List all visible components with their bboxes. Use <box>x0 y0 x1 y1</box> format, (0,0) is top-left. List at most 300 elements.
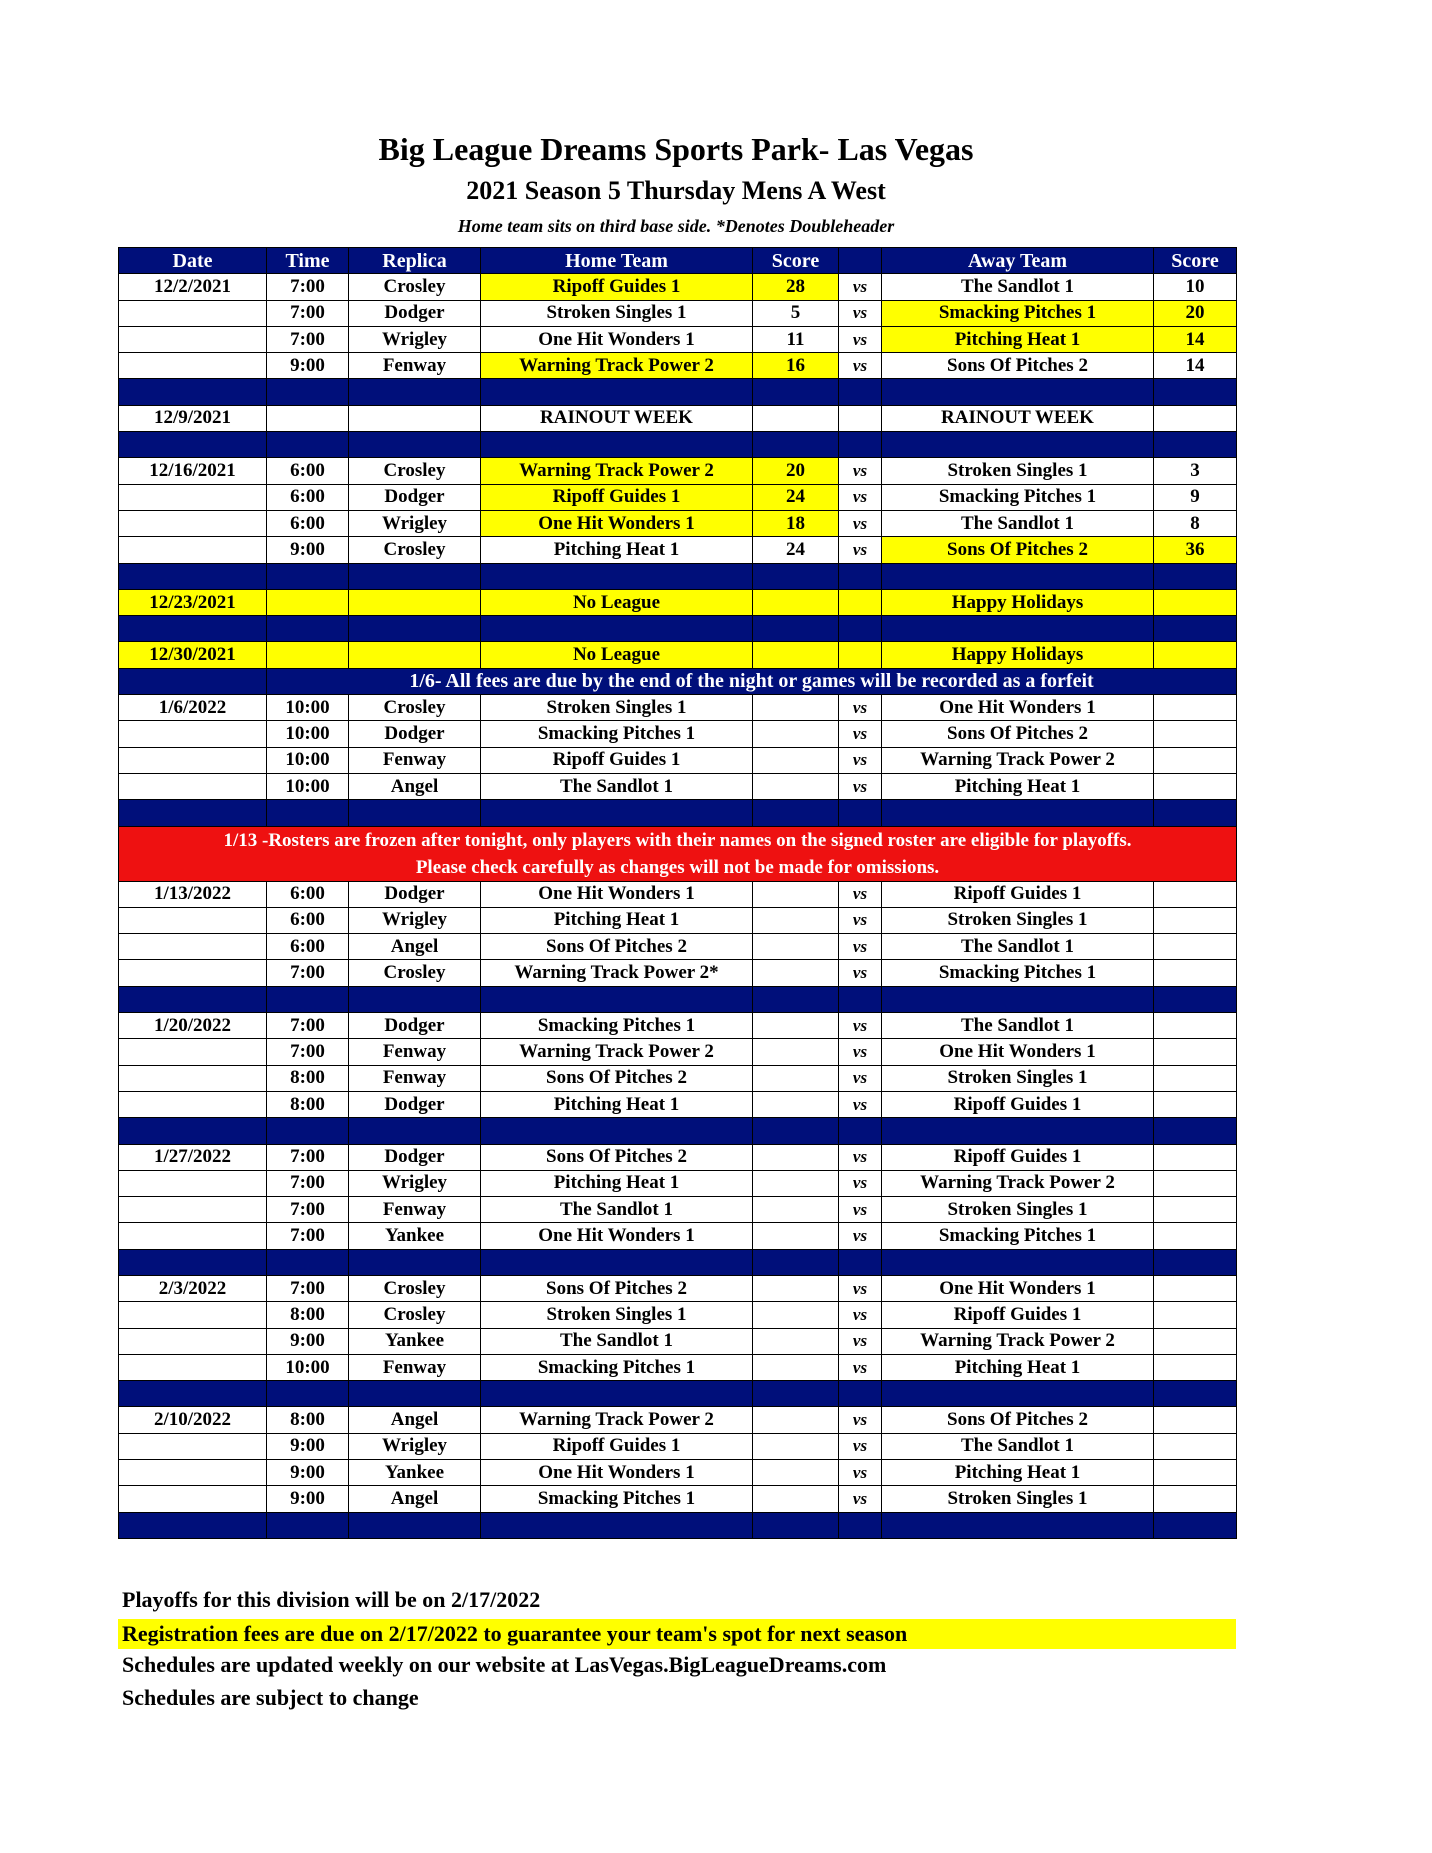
away-score-cell <box>1154 642 1237 668</box>
vs-cell: vs <box>839 960 882 986</box>
vs-cell: vs <box>839 1486 882 1512</box>
home-team-cell: One Hit Wonders 1 <box>481 881 753 907</box>
spacer-cell <box>839 986 882 1012</box>
vs-cell: vs <box>839 907 882 933</box>
away-team-cell: Warning Track Power 2 <box>882 1170 1154 1196</box>
vs-cell <box>839 642 882 668</box>
spacer-cell <box>839 1512 882 1538</box>
home-score-cell: 11 <box>753 326 839 352</box>
spacer-cell <box>481 1118 753 1144</box>
home-team-cell: Stroken Singles 1 <box>481 695 753 721</box>
field-cell: Yankee <box>349 1328 481 1354</box>
spacer-cell <box>882 986 1154 1012</box>
field-cell: Angel <box>349 1407 481 1433</box>
spacer-cell <box>839 1118 882 1144</box>
field-cell: Fenway <box>349 353 481 379</box>
field-cell <box>349 642 481 668</box>
date-cell <box>119 721 267 747</box>
date-cell <box>119 1433 267 1459</box>
change-note: Schedules are subject to change <box>122 1685 419 1710</box>
time-cell: 10:00 <box>267 773 349 799</box>
field-cell: Crosley <box>349 274 481 300</box>
home-score-cell <box>753 642 839 668</box>
spacer-cell <box>119 563 267 589</box>
away-score-cell <box>1154 934 1237 960</box>
field-cell: Crosley <box>349 458 481 484</box>
home-score-cell <box>753 1039 839 1065</box>
time-cell: 7:00 <box>267 1197 349 1223</box>
home-team-cell: The Sandlot 1 <box>481 1197 753 1223</box>
game-row <box>119 1091 1237 1117</box>
game-row <box>119 1197 1237 1223</box>
spacer-row <box>119 1118 1237 1144</box>
game-row <box>119 907 1237 933</box>
spacer-cell <box>267 1512 349 1538</box>
registration-note: Registration fees are due on 2/17/2022 to guarantee your team's spot for next season <box>118 1619 1236 1649</box>
game-row <box>119 274 1237 300</box>
away-score-cell <box>1154 773 1237 799</box>
home-score-cell: 24 <box>753 537 839 563</box>
spacer-cell <box>267 1249 349 1275</box>
away-team-cell: Sons Of Pitches 2 <box>882 353 1154 379</box>
away-score-cell <box>1154 1091 1237 1117</box>
notice-row <box>119 668 1237 694</box>
field-cell: Dodger <box>349 1144 481 1170</box>
time-cell: 10:00 <box>267 747 349 773</box>
spacer-cell <box>481 1249 753 1275</box>
spacer-cell <box>267 432 349 458</box>
away-score-cell: 14 <box>1154 353 1237 379</box>
time-cell: 6:00 <box>267 934 349 960</box>
time-cell: 9:00 <box>267 1433 349 1459</box>
vs-cell: vs <box>839 721 882 747</box>
date-cell: 1/27/2022 <box>119 1144 267 1170</box>
away-team-cell: Pitching Heat 1 <box>882 773 1154 799</box>
time-cell: 9:00 <box>267 1486 349 1512</box>
vs-cell: vs <box>839 1065 882 1091</box>
holiday-row <box>119 589 1237 615</box>
home-score-cell <box>753 1328 839 1354</box>
field-cell: Angel <box>349 934 481 960</box>
vs-cell: vs <box>839 1407 882 1433</box>
away-team-cell: One Hit Wonders 1 <box>882 695 1154 721</box>
spacer-cell <box>882 563 1154 589</box>
home-team-cell: Smacking Pitches 1 <box>481 721 753 747</box>
col-header-date: Date <box>119 248 267 274</box>
home-score-cell <box>753 881 839 907</box>
spacer-row <box>119 986 1237 1012</box>
away-score-cell: 3 <box>1154 458 1237 484</box>
away-team-cell: Happy Holidays <box>882 589 1154 615</box>
spacer-cell <box>119 800 267 826</box>
schedule-note: Home team sits on third base side. *Denotes Doubleheader <box>457 216 895 236</box>
away-team-cell: One Hit Wonders 1 <box>882 1039 1154 1065</box>
alert-row <box>119 826 1237 881</box>
home-team-cell: Pitching Heat 1 <box>481 907 753 933</box>
vs-cell: vs <box>839 1302 882 1328</box>
vs-cell <box>839 405 882 431</box>
vs-cell: vs <box>839 773 882 799</box>
date-cell <box>119 960 267 986</box>
date-cell: 12/23/2021 <box>119 589 267 615</box>
away-score-cell <box>1154 1223 1237 1249</box>
away-score-cell <box>1154 881 1237 907</box>
spacer-cell <box>1154 616 1237 642</box>
spacer-cell <box>119 1249 267 1275</box>
home-score-cell <box>753 960 839 986</box>
away-team-cell: Pitching Heat 1 <box>882 1460 1154 1486</box>
field-cell <box>349 589 481 615</box>
vs-cell: vs <box>839 484 882 510</box>
time-cell: 8:00 <box>267 1407 349 1433</box>
date-cell <box>119 1170 267 1196</box>
col-header-home-team: Home Team <box>481 248 753 274</box>
spacer-cell <box>753 1381 839 1407</box>
away-team-cell: The Sandlot 1 <box>882 510 1154 536</box>
spacer-cell <box>753 986 839 1012</box>
spacer-cell <box>119 616 267 642</box>
spacer-row <box>119 379 1237 405</box>
game-row <box>119 1039 1237 1065</box>
game-row <box>119 1223 1237 1249</box>
home-team-cell: Warning Track Power 2 <box>481 1039 753 1065</box>
spacer-cell <box>349 563 481 589</box>
field-cell: Crosley <box>349 1275 481 1301</box>
time-cell: 10:00 <box>267 721 349 747</box>
spacer-cell <box>1154 1512 1237 1538</box>
vs-cell <box>839 589 882 615</box>
home-score-cell <box>753 1197 839 1223</box>
time-cell: 8:00 <box>267 1091 349 1117</box>
home-score-cell: 20 <box>753 458 839 484</box>
vs-cell: vs <box>839 537 882 563</box>
away-team-cell: The Sandlot 1 <box>882 1013 1154 1039</box>
home-team-cell: Warning Track Power 2 <box>481 458 753 484</box>
away-team-cell: Ripoff Guides 1 <box>882 881 1154 907</box>
away-score-cell: 20 <box>1154 300 1237 326</box>
away-team-cell: Smacking Pitches 1 <box>882 1223 1154 1249</box>
spacer-cell <box>267 1381 349 1407</box>
time-cell: 7:00 <box>267 1223 349 1249</box>
home-team-cell: The Sandlot 1 <box>481 773 753 799</box>
spacer-cell <box>753 563 839 589</box>
spacer-cell <box>753 1512 839 1538</box>
away-score-cell <box>1154 1354 1237 1380</box>
time-cell: 7:00 <box>267 1013 349 1039</box>
website-note: Schedules are updated weekly on our website at LasVegas.BigLeagueDreams.com <box>122 1652 887 1677</box>
home-score-cell <box>753 1407 839 1433</box>
spacer-cell <box>753 1118 839 1144</box>
spacer-cell <box>481 432 753 458</box>
vs-cell: vs <box>839 695 882 721</box>
spacer-cell <box>753 432 839 458</box>
date-cell <box>119 907 267 933</box>
spacer-cell <box>267 1118 349 1144</box>
home-team-cell: Stroken Singles 1 <box>481 300 753 326</box>
home-score-cell <box>753 773 839 799</box>
game-row <box>119 300 1237 326</box>
date-cell: 1/6/2022 <box>119 695 267 721</box>
spacer-cell <box>267 379 349 405</box>
away-team-cell: Ripoff Guides 1 <box>882 1091 1154 1117</box>
time-cell: 6:00 <box>267 510 349 536</box>
home-score-cell: 24 <box>753 484 839 510</box>
away-team-cell: The Sandlot 1 <box>882 274 1154 300</box>
away-score-cell <box>1154 907 1237 933</box>
vs-cell: vs <box>839 326 882 352</box>
field-cell: Crosley <box>349 537 481 563</box>
spacer-cell <box>349 986 481 1012</box>
spacer-cell <box>839 1381 882 1407</box>
vs-cell: vs <box>839 747 882 773</box>
time-cell: 10:00 <box>267 695 349 721</box>
away-score-cell <box>1154 1275 1237 1301</box>
vs-cell: vs <box>839 300 882 326</box>
spacer-cell <box>753 1249 839 1275</box>
spacer-row <box>119 432 1237 458</box>
col-header-home-score: Score <box>753 248 839 274</box>
home-score-cell <box>753 1275 839 1301</box>
away-team-cell: Ripoff Guides 1 <box>882 1302 1154 1328</box>
date-cell <box>119 773 267 799</box>
home-team-cell: Warning Track Power 2 <box>481 1407 753 1433</box>
home-score-cell: 18 <box>753 510 839 536</box>
home-score-cell <box>753 1486 839 1512</box>
spacer-row <box>119 1512 1237 1538</box>
home-team-cell: Ripoff Guides 1 <box>481 274 753 300</box>
away-score-cell <box>1154 1197 1237 1223</box>
away-score-cell: 10 <box>1154 274 1237 300</box>
spacer-cell <box>481 616 753 642</box>
time-cell: 6:00 <box>267 484 349 510</box>
game-row <box>119 484 1237 510</box>
date-cell: 12/9/2021 <box>119 405 267 431</box>
away-team-cell: Pitching Heat 1 <box>882 326 1154 352</box>
home-team-cell: Ripoff Guides 1 <box>481 1433 753 1459</box>
game-row <box>119 1013 1237 1039</box>
date-cell <box>119 1039 267 1065</box>
home-team-cell: Smacking Pitches 1 <box>481 1354 753 1380</box>
alert-cell <box>119 826 1237 881</box>
field-cell: Crosley <box>349 1302 481 1328</box>
spacer-cell <box>839 616 882 642</box>
spacer-cell <box>119 379 267 405</box>
away-team-cell: Pitching Heat 1 <box>882 1354 1154 1380</box>
spacer-cell <box>481 986 753 1012</box>
away-team-cell: Sons Of Pitches 2 <box>882 721 1154 747</box>
spacer-cell <box>882 1381 1154 1407</box>
holiday-row <box>119 642 1237 668</box>
spacer-cell <box>349 432 481 458</box>
spacer-cell <box>349 1512 481 1538</box>
home-team-cell: Pitching Heat 1 <box>481 1170 753 1196</box>
time-cell: 6:00 <box>267 881 349 907</box>
time-cell: 7:00 <box>267 326 349 352</box>
vs-cell: vs <box>839 1144 882 1170</box>
field-cell: Wrigley <box>349 907 481 933</box>
game-row <box>119 326 1237 352</box>
away-score-cell <box>1154 1144 1237 1170</box>
rainout-row <box>119 405 1237 431</box>
date-cell <box>119 300 267 326</box>
spacer-cell <box>481 1381 753 1407</box>
spacer-row <box>119 563 1237 589</box>
game-row <box>119 881 1237 907</box>
date-cell <box>119 510 267 536</box>
away-score-cell <box>1154 1486 1237 1512</box>
vs-cell: vs <box>839 353 882 379</box>
away-team-cell: One Hit Wonders 1 <box>882 1275 1154 1301</box>
date-cell <box>119 484 267 510</box>
game-row <box>119 934 1237 960</box>
vs-cell: vs <box>839 1170 882 1196</box>
home-score-cell <box>753 1460 839 1486</box>
spacer-cell <box>882 379 1154 405</box>
game-row <box>119 747 1237 773</box>
game-row <box>119 458 1237 484</box>
date-cell <box>119 1302 267 1328</box>
date-cell: 12/30/2021 <box>119 642 267 668</box>
time-cell: 9:00 <box>267 537 349 563</box>
spacer-cell <box>349 1381 481 1407</box>
time-cell: 7:00 <box>267 1170 349 1196</box>
away-score-cell <box>1154 1170 1237 1196</box>
vs-cell: vs <box>839 458 882 484</box>
game-row <box>119 537 1237 563</box>
game-row <box>119 1170 1237 1196</box>
field-cell: Wrigley <box>349 510 481 536</box>
home-team-cell: Pitching Heat 1 <box>481 537 753 563</box>
game-row <box>119 1065 1237 1091</box>
spacer-cell <box>753 616 839 642</box>
date-cell: 12/16/2021 <box>119 458 267 484</box>
date-cell <box>119 1486 267 1512</box>
home-score-cell <box>753 1091 839 1117</box>
home-team-cell: Ripoff Guides 1 <box>481 484 753 510</box>
time-cell: 6:00 <box>267 907 349 933</box>
field-cell: Yankee <box>349 1460 481 1486</box>
home-score-cell: 28 <box>753 274 839 300</box>
time-cell: 9:00 <box>267 1328 349 1354</box>
home-team-cell: Sons Of Pitches 2 <box>481 1275 753 1301</box>
vs-cell: vs <box>839 510 882 536</box>
home-team-cell: Smacking Pitches 1 <box>481 1013 753 1039</box>
home-team-cell: Smacking Pitches 1 <box>481 1486 753 1512</box>
alert-line-1: 1/13 -Rosters are frozen after tonight, only players with their names on the signed roster are eligible for playoffs. <box>223 829 1132 851</box>
home-score-cell <box>753 1223 839 1249</box>
home-score-cell <box>753 934 839 960</box>
game-row <box>119 1433 1237 1459</box>
date-cell: 1/20/2022 <box>119 1013 267 1039</box>
game-row <box>119 353 1237 379</box>
game-row <box>119 1460 1237 1486</box>
field-cell: Dodger <box>349 1091 481 1117</box>
home-score-cell <box>753 1065 839 1091</box>
vs-cell: vs <box>839 1091 882 1117</box>
spacer-cell <box>839 379 882 405</box>
away-score-cell <box>1154 1013 1237 1039</box>
vs-cell: vs <box>839 1223 882 1249</box>
home-team-cell: Warning Track Power 2 <box>481 353 753 379</box>
away-score-cell: 14 <box>1154 326 1237 352</box>
away-score-cell <box>1154 721 1237 747</box>
game-row <box>119 1328 1237 1354</box>
schedule-body <box>119 248 1237 1539</box>
away-score-cell: 36 <box>1154 537 1237 563</box>
away-score-cell <box>1154 1433 1237 1459</box>
spacer-cell <box>1154 986 1237 1012</box>
away-score-cell <box>1154 1065 1237 1091</box>
home-score-cell: 5 <box>753 300 839 326</box>
col-header-away-team: Away Team <box>882 248 1154 274</box>
vs-cell: vs <box>839 1354 882 1380</box>
field-cell: Wrigley <box>349 326 481 352</box>
game-row <box>119 1486 1237 1512</box>
home-team-cell: Warning Track Power 2* <box>481 960 753 986</box>
col-header-time: Time <box>267 248 349 274</box>
header-row <box>119 248 1237 274</box>
field-cell: Fenway <box>349 1197 481 1223</box>
home-team-cell: One Hit Wonders 1 <box>481 1223 753 1249</box>
date-cell <box>119 537 267 563</box>
field-cell: Crosley <box>349 960 481 986</box>
date-cell: 12/2/2021 <box>119 274 267 300</box>
spacer-cell <box>1154 800 1237 826</box>
time-cell: 6:00 <box>267 458 349 484</box>
away-score-cell <box>1154 695 1237 721</box>
time-cell: 7:00 <box>267 1039 349 1065</box>
col-header-vs <box>839 248 882 274</box>
home-score-cell <box>753 1433 839 1459</box>
home-score-cell <box>753 695 839 721</box>
away-team-cell: Smacking Pitches 1 <box>882 960 1154 986</box>
vs-cell: vs <box>839 1197 882 1223</box>
field-cell <box>349 405 481 431</box>
away-team-cell: The Sandlot 1 <box>882 1433 1154 1459</box>
page-subtitle: 2021 Season 5 Thursday Mens A West <box>466 176 886 205</box>
date-cell <box>119 326 267 352</box>
home-score-cell <box>753 1170 839 1196</box>
vs-cell: vs <box>839 881 882 907</box>
home-score-cell <box>753 907 839 933</box>
field-cell: Yankee <box>349 1223 481 1249</box>
spacer-cell <box>349 800 481 826</box>
home-score-cell <box>753 1144 839 1170</box>
time-cell <box>267 642 349 668</box>
game-row <box>119 773 1237 799</box>
spacer-cell <box>119 668 267 694</box>
game-row <box>119 721 1237 747</box>
date-cell: 1/13/2022 <box>119 881 267 907</box>
time-cell: 8:00 <box>267 1302 349 1328</box>
home-team-cell: The Sandlot 1 <box>481 1328 753 1354</box>
vs-cell: vs <box>839 274 882 300</box>
spacer-cell <box>1154 1249 1237 1275</box>
home-team-cell: Pitching Heat 1 <box>481 1091 753 1117</box>
spacer-cell <box>839 800 882 826</box>
away-team-cell: Ripoff Guides 1 <box>882 1144 1154 1170</box>
date-cell <box>119 934 267 960</box>
spacer-cell <box>267 800 349 826</box>
game-row <box>119 695 1237 721</box>
away-score-cell <box>1154 960 1237 986</box>
home-team-cell: One Hit Wonders 1 <box>481 326 753 352</box>
home-team-cell: Ripoff Guides 1 <box>481 747 753 773</box>
spacer-cell <box>839 563 882 589</box>
away-score-cell <box>1154 405 1237 431</box>
time-cell: 9:00 <box>267 1460 349 1486</box>
away-team-cell: Sons Of Pitches 2 <box>882 1407 1154 1433</box>
